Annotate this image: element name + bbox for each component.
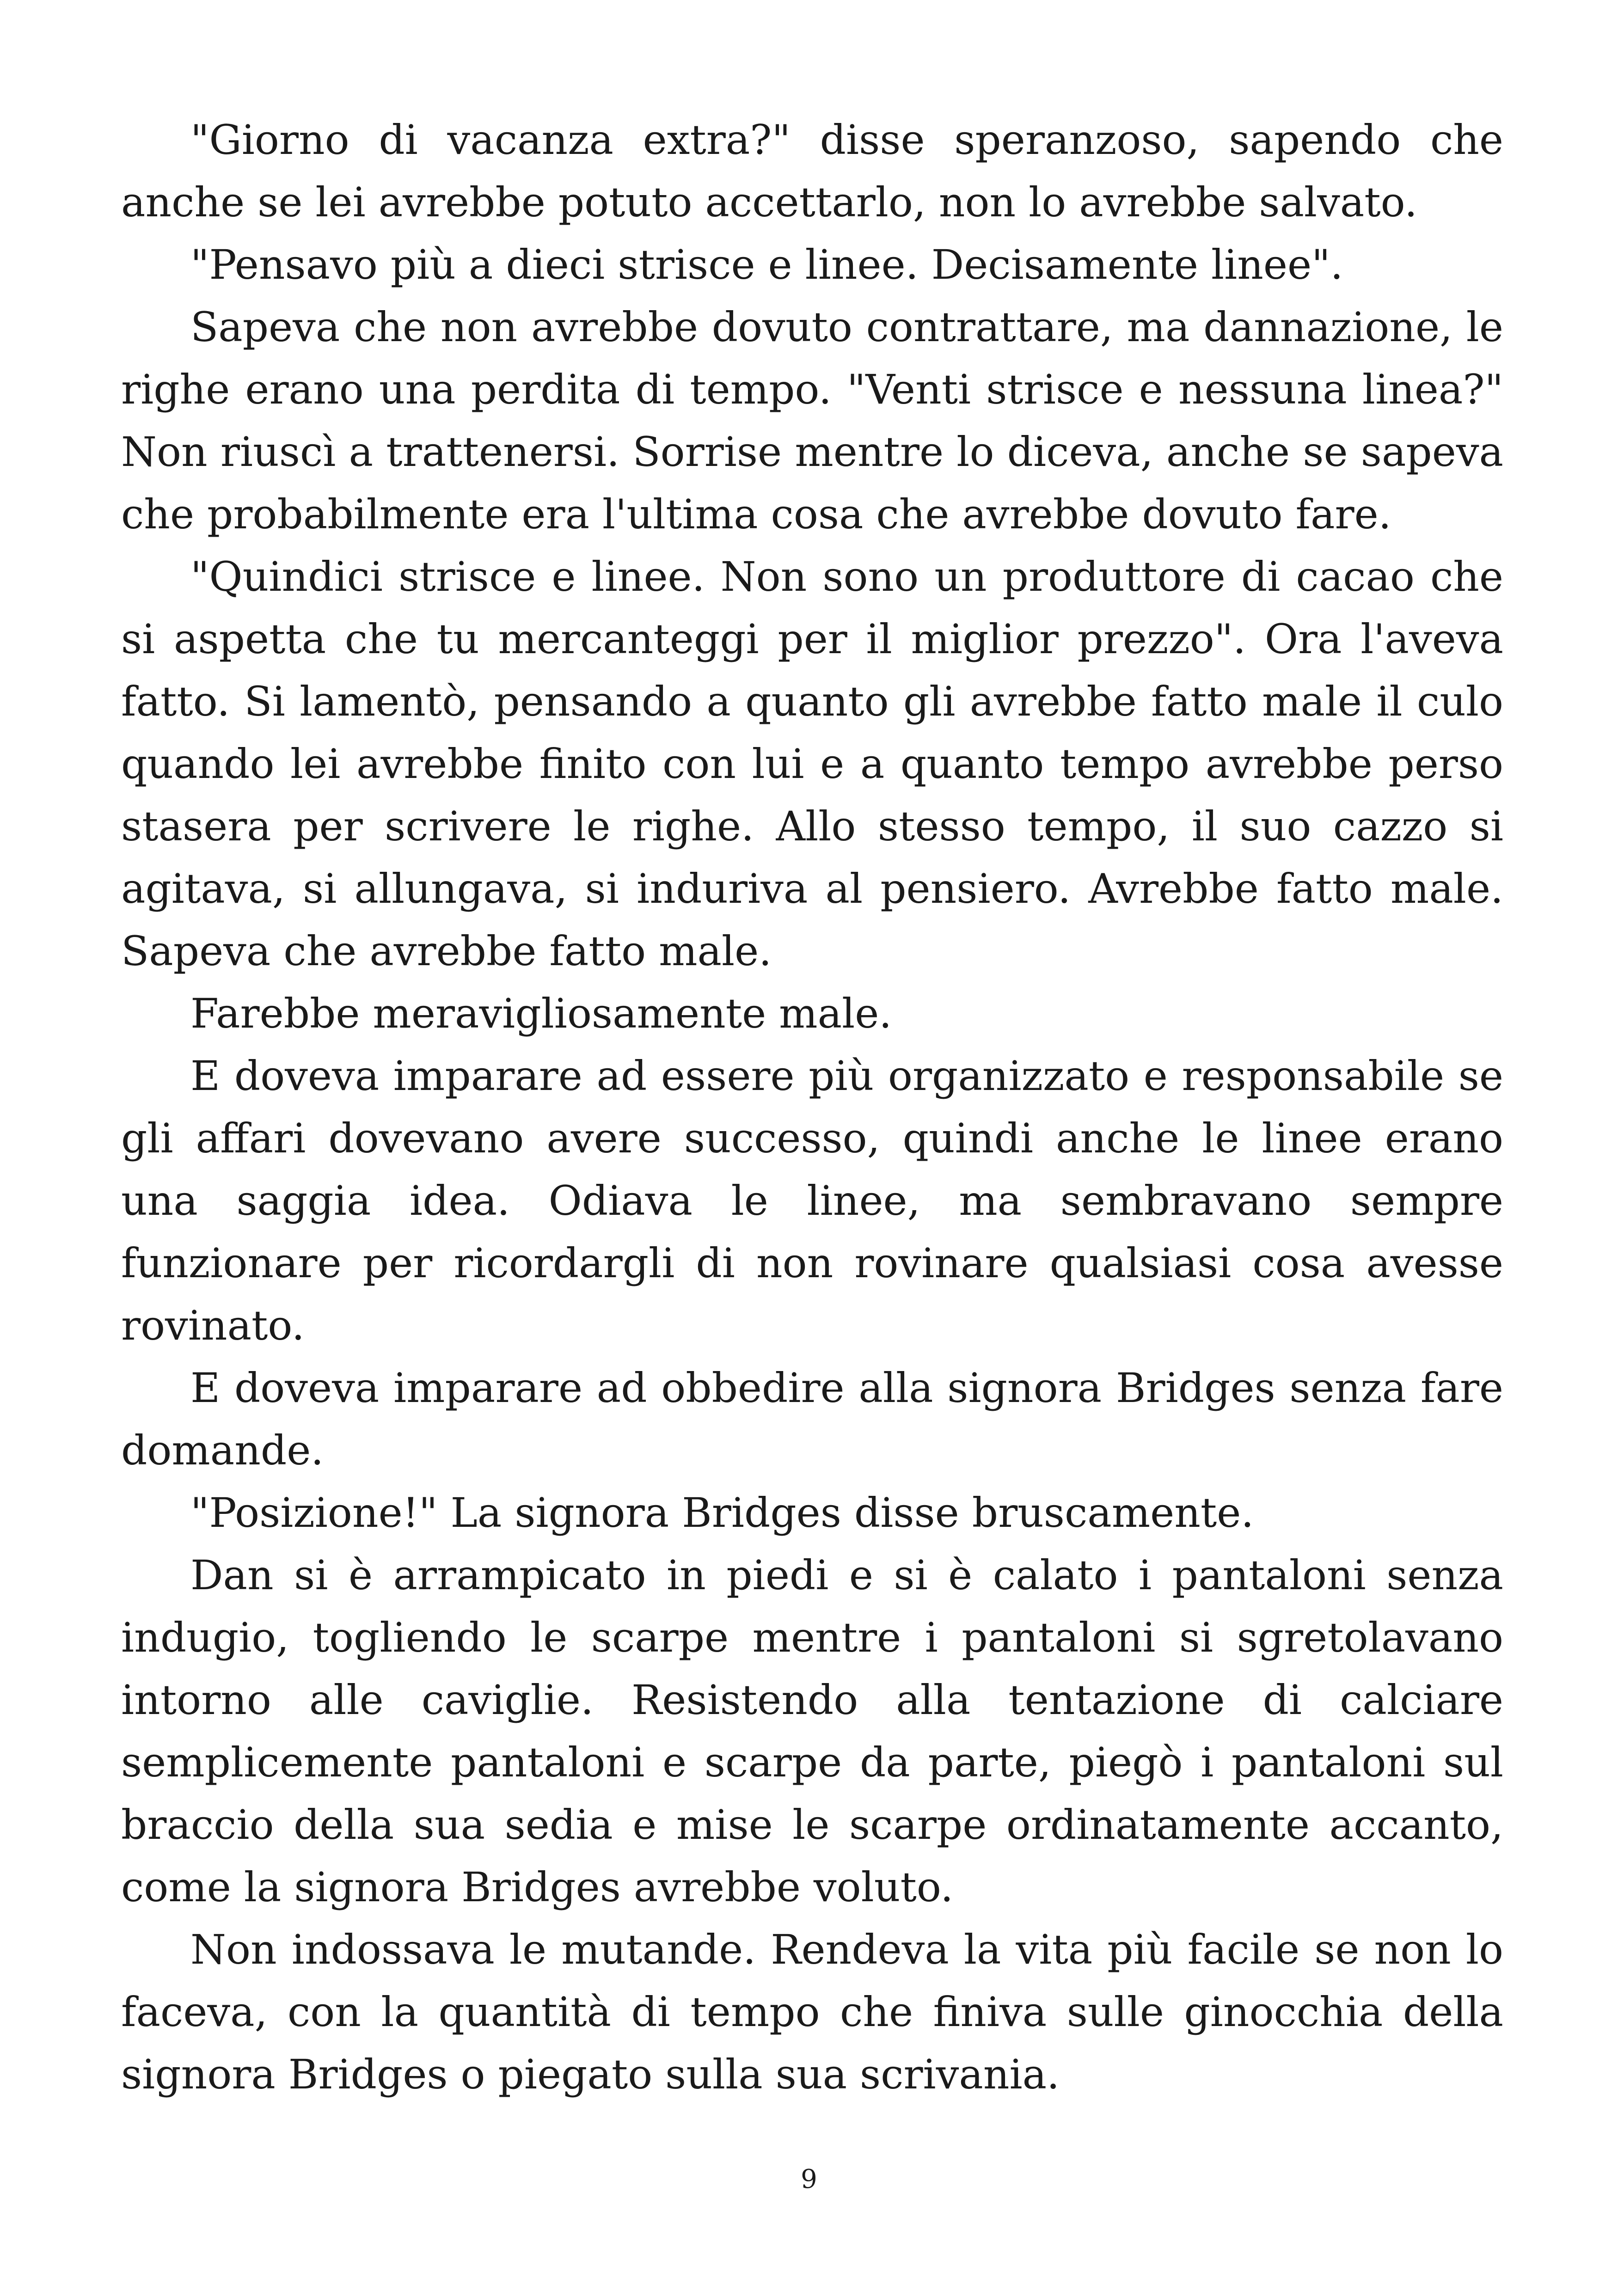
- paragraph-5: Farebbe meravigliosamente male.: [190, 990, 892, 1037]
- paragraph-1: "Giorno di vacanza extra?" disse speranzoso, sapendo che anche se lei avrebbe potuto accettarlo, non lo avrebbe salvato.: [121, 116, 1503, 226]
- paragraph-6: E doveva imparare ad essere più organizzato e responsabile se gli affari dovevano avere successo, quindi anche le linee erano una saggia idea. Odiava le linee, ma sembravano sempre funzionare per ricordargli di non rovinare qualsiasi cosa avesse rovinato.: [121, 1052, 1503, 1349]
- paragraph-7: E doveva imparare ad obbedire alla signora Bridges senza fare domande.: [121, 1364, 1503, 1474]
- paragraph-9: Dan si è arrampicato in piedi e si è calato i pantaloni senza indugio, togliendo le scarpe mentre i pantaloni si sgretolavano intorno alle caviglie. Resistendo alla tentazione di calciare semplicemente pantaloni e scarpe da parte, piegò i pantaloni sul braccio della sua sedia e mise le scarpe ordinatamente accanto, come la signora Bridges avrebbe voluto.: [121, 1551, 1503, 1911]
- body-text: [121, 109, 1503, 2106]
- paragraph-4: "Quindici strisce e linee. Non sono un produttore di cacao che si aspetta che tu mercanteggi per il miglior prezzo". Ora l'aveva fatto. Si lamentò, pensando a quanto gli avrebbe fatto male il culo quando lei avrebbe finito con lui e a quanto tempo avrebbe perso stasera per scrivere le righe. Allo stesso tempo, il suo cazzo si agitava, si allungava, si induriva al pensiero. Avrebbe fatto male. Sapeva che avrebbe fatto male.: [121, 553, 1503, 975]
- paragraph-3: Sapeva che non avrebbe dovuto contrattare, ma dannazione, le righe erano una perdita di tempo. "Venti strisce e nessuna linea?" Non riuscì a trattenersi. Sorrise mentre lo diceva, anche se sapeva che probabilmente era l'ultima cosa che avrebbe dovuto fare.: [121, 303, 1503, 538]
- paragraph-10: Non indossava le mutande. Rendeva la vita più facile se non lo faceva, con la quantità di tempo che finiva sulle ginocchia della signora Bridges o piegato sulla sua scrivania.: [121, 1926, 1503, 2098]
- page-number: 9: [801, 2164, 817, 2194]
- paragraph-8: "Posizione!" La signora Bridges disse bruscamente.: [190, 1489, 1254, 1537]
- paragraph-2: "Pensavo più a dieci strisce e linee. Decisamente linee".: [190, 241, 1343, 288]
